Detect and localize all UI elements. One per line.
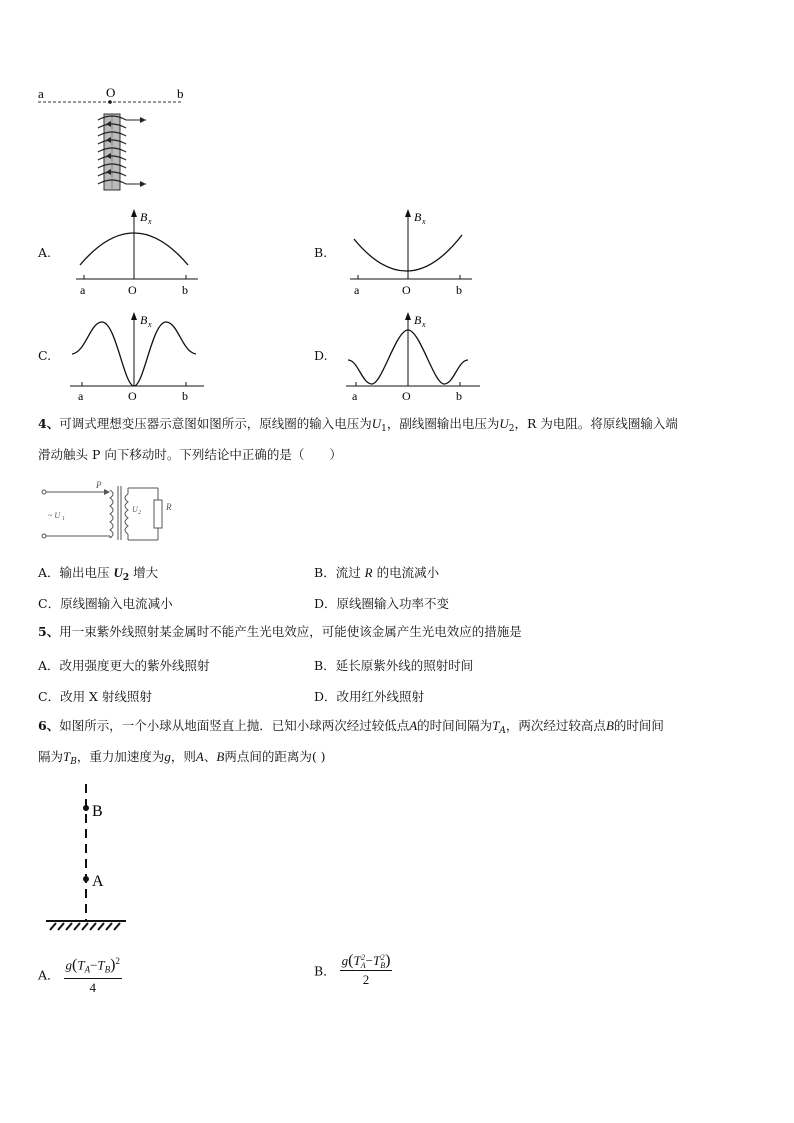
q4-option-d-letter: D． (314, 596, 337, 611)
q6-option-b-fraction (340, 952, 393, 989)
q5-option-a-text: 改用强度更大的紫外线照射 (59, 658, 210, 673)
q3c-axis-label: B (140, 313, 148, 327)
q4-option-a-var: U (113, 565, 123, 580)
q4-option-d-text: 原线圈输入功率不变 (336, 596, 450, 611)
q4-option-a-sub: 2 (122, 573, 130, 583)
transformer-r-label: R (166, 502, 172, 512)
solenoid-figure (30, 86, 200, 198)
q4-option-a[interactable] (38, 563, 158, 583)
q5-option-d-letter: D． (314, 689, 337, 704)
q5-option-b[interactable] (314, 656, 473, 674)
q6-option-b[interactable] (314, 952, 392, 992)
q3c-axis-sub: x (148, 320, 152, 329)
q6-g: g (164, 749, 171, 764)
q6-option-b-letter: B． (314, 963, 336, 979)
q4-text-c: ，R 为电阻。将原线圈输入端 (514, 416, 678, 431)
transformer-u2-sub: 2 (138, 510, 141, 516)
transformer-u1-sub: 1 (62, 516, 65, 522)
q4-option-a-letter: A． (38, 565, 60, 580)
q4-option-c-letter: C． (38, 596, 61, 611)
q3-option-a-graph (68, 205, 208, 300)
q6-tb: T (63, 749, 71, 764)
q3b-tick-a: a (354, 283, 360, 297)
point-a-label: A (92, 873, 104, 890)
q5-option-d-text: 改用红外线照射 (336, 689, 425, 704)
q6-number: 6、 (38, 718, 60, 733)
q5-option-c[interactable] (38, 687, 152, 705)
q3a-axis-label: B (140, 210, 148, 224)
q3a-tick-a: a (80, 283, 86, 297)
q6-stem-line2 (38, 749, 326, 770)
q4-option-b-var: R (364, 565, 373, 580)
q6-text-f: ，重力加速度为 (76, 749, 165, 764)
q4-u2-sub: 2 (508, 424, 515, 434)
q4-stem-line1 (38, 416, 678, 437)
q3a-axis-sub: x (148, 217, 152, 226)
transformer-u1-label: ~ U (48, 511, 61, 520)
q4-u1: U (371, 416, 382, 431)
q6-var-a-2: A (195, 749, 204, 764)
q5-option-a[interactable] (38, 656, 210, 674)
q3b-axis-label: B (414, 210, 422, 224)
q6-option-a-denominator: 4 (89, 980, 96, 996)
q3-option-d-letter: D. (314, 348, 328, 363)
transformer-u2-label: U (132, 505, 138, 514)
transformer-p-label: P (96, 480, 102, 490)
q4-stem-line2: 滑动触头 P 向下移动时。下列结论中正确的是（ ） (38, 447, 342, 462)
q6-stem-line1 (38, 718, 664, 739)
q3b-axis-sub: x (422, 217, 426, 226)
q3d-axis-sub: x (422, 320, 426, 329)
q4-option-c-text: 原线圈输入电流减小 (60, 596, 173, 611)
q5-option-b-text: 延长原紫外线的照射时间 (335, 658, 474, 673)
q6-text-i: 两点间的距离为( ) (224, 749, 326, 764)
q5-option-b-letter: B． (314, 658, 336, 673)
q6-text-e: 隔为 (38, 749, 64, 764)
q4-option-b-letter: B． (314, 565, 336, 580)
q6-option-a-letter: A． (38, 967, 60, 983)
q4-option-d[interactable] (314, 594, 449, 612)
q3c-tick-o: O (128, 389, 137, 403)
q6-option-a-numerator: $g(T_A-T_B)^2$ (64, 952, 122, 979)
q5-stem (38, 624, 522, 640)
q4-text-b: ，副线圈输出电压为 (386, 416, 500, 431)
q4-option-b[interactable] (314, 563, 439, 581)
q3b-tick-o: O (402, 283, 411, 297)
vertical-throw-figure (40, 780, 140, 935)
q6-text-d: 的时间间 (613, 718, 664, 733)
q3d-axis-label: B (414, 313, 422, 327)
solenoid-label-a: a (38, 86, 44, 101)
q6-option-b-denominator: 2 (362, 972, 370, 988)
q6-text-h: 、 (203, 749, 217, 764)
q3-option-c-graph (64, 308, 214, 403)
q6-tb-sub: B (70, 757, 77, 767)
q3-option-c-letter: C. (38, 348, 52, 363)
q6-option-a-fraction (64, 952, 122, 997)
q5-number: 5、 (38, 624, 60, 639)
q4-option-a-post: 增大 (129, 565, 159, 580)
q4-option-c[interactable] (38, 594, 173, 612)
q3b-tick-b: b (456, 283, 462, 297)
q3-option-b-letter: B. (314, 245, 328, 260)
q3c-tick-b: b (182, 389, 188, 403)
q6-text-a: 如图所示，一个小球从地面竖直上抛．已知小球两次经过较低点 (59, 718, 410, 733)
q6-text-b: 的时间间隔为 (417, 718, 493, 733)
q6-var-a: A (409, 718, 418, 733)
q4-option-b-post: 的电流减小 (372, 565, 440, 580)
q6-text-g: ，则 (170, 749, 196, 764)
transformer-figure (36, 478, 176, 544)
q4-text-a: 可调式理想变压器示意图如图所示，原线圈的输入电压为 (59, 416, 372, 431)
q3d-tick-o: O (402, 389, 411, 403)
q6-option-a[interactable] (38, 952, 122, 996)
q3-option-d-graph (340, 308, 490, 403)
point-b-label: B (92, 803, 103, 820)
q5-text: 用一束紫外线照射某金属时不能产生光电效应，可能使该金属产生光电效应的措施是 (59, 624, 522, 639)
q3-option-b-graph (342, 205, 482, 300)
q5-option-c-text: 改用 X 射线照射 (60, 689, 152, 704)
q4-u1-sub: 1 (381, 424, 387, 434)
q4-option-a-pre: 输出电压 (59, 565, 114, 580)
q4-option-b-pre: 流过 (335, 565, 365, 580)
q3c-tick-a: a (78, 389, 84, 403)
q6-text-c: ，两次经过较高点 (505, 718, 606, 733)
q5-option-a-letter: A． (38, 658, 60, 673)
q6-ta: T (492, 718, 500, 733)
q3d-tick-b: b (456, 389, 462, 403)
solenoid-label-o: O (106, 86, 116, 100)
q6-var-b: B (605, 718, 614, 733)
q4-u2: U (499, 416, 509, 431)
q5-option-c-letter: C． (38, 689, 61, 704)
q4-number: 4、 (38, 416, 60, 431)
q3a-tick-o: O (128, 283, 137, 297)
q3-option-a-letter: A. (38, 245, 52, 260)
q5-option-d[interactable] (314, 687, 424, 705)
q3a-tick-b: b (182, 283, 188, 297)
q6-var-b-2: B (216, 749, 225, 764)
q3d-tick-a: a (352, 389, 358, 403)
q6-option-b-numerator: g(T 2 A −T 2 B ) (341, 952, 391, 971)
solenoid-label-b: b (177, 86, 184, 101)
solenoid-diagram (30, 86, 200, 198)
q6-ta-sub: A (499, 726, 506, 736)
